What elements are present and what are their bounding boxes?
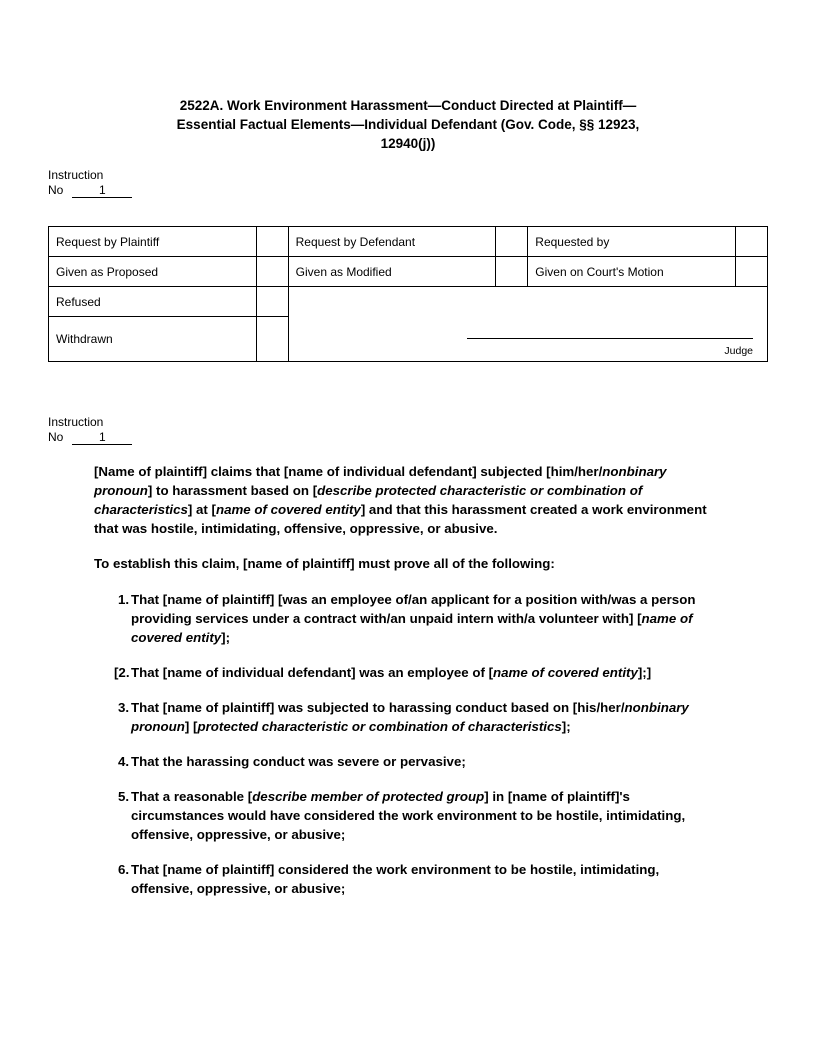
static-text: That the harassing conduct was severe or pervasive;	[131, 754, 466, 769]
elements-list	[94, 590, 714, 898]
static-text: [Name of plaintiff] claims that [name of individual defendant] subjected [him/her/	[94, 464, 603, 479]
instruction-no-field[interactable]: 1	[72, 430, 132, 445]
checkbox-request-by-defendant[interactable]	[496, 227, 528, 257]
list-item-text	[131, 698, 714, 736]
table-row	[49, 227, 768, 257]
instruction-no-label: No	[48, 183, 64, 197]
list-item-number: 3.	[118, 700, 130, 715]
cell-given-as-modified: Given as Modified	[288, 257, 496, 287]
elements-intro: To establish this claim, [name of plaintiff] must prove all of the following:	[94, 556, 555, 571]
cell-given-as-proposed: Given as Proposed	[49, 257, 257, 287]
cell-request-by-defendant: Request by Defendant	[288, 227, 496, 257]
list-item-text	[131, 860, 714, 898]
lead-paragraph	[94, 462, 714, 538]
signature-line[interactable]	[467, 338, 753, 339]
list-item	[94, 698, 714, 736]
table-row	[49, 287, 768, 317]
placeholder-italic-text: name of covered entity	[131, 611, 693, 645]
checkbox-given-on-courts-motion[interactable]	[736, 257, 768, 287]
static-text: That [name of plaintiff] was subjected to harassing conduct based on [his/her/	[131, 700, 625, 715]
static-text: That [name of plaintiff] considered the work environment to be hostile, intimidating, offensive, oppressive, or abusive;	[131, 862, 660, 896]
instruction-body	[94, 462, 714, 914]
title-line-1: 2522A. Work Environment Harassment—Conduct Directed at Plaintiff—	[179, 98, 637, 113]
cell-request-by-plaintiff: Request by Plaintiff	[49, 227, 257, 257]
static-text: That [name of plaintiff] [was an employee of/an applicant for a position with/was a person providing services under a contract with/an unpaid intern with/a volunteer with] [	[131, 592, 696, 626]
static-text: ] at [	[187, 502, 216, 517]
checkbox-given-as-modified[interactable]	[496, 257, 528, 287]
title-line-2: Essential Factual Elements—Individual Defendant (Gov. Code, §§ 12923,	[176, 117, 640, 132]
page-title	[108, 96, 708, 153]
static-text: ];]	[637, 665, 652, 680]
static-text: ] and that this harassment created a work environment that was hostile, intimidating, offensive, oppressive, or abusive.	[94, 502, 707, 536]
list-item-text	[131, 663, 714, 682]
instruction-number-header-top	[48, 168, 132, 198]
instruction-label: Instruction	[48, 415, 104, 429]
disposition-table	[48, 226, 768, 362]
instruction-number-header-body	[48, 415, 132, 445]
checkbox-requested-by[interactable]	[736, 227, 768, 257]
list-item	[94, 787, 714, 844]
static-text: That [name of individual defendant] was an employee of [	[131, 665, 494, 680]
cell-refused: Refused	[49, 287, 257, 317]
title-line-3: 12940(j))	[380, 136, 436, 151]
list-item	[94, 752, 714, 771]
checkbox-refused[interactable]	[256, 287, 288, 317]
list-item-number: 1.	[118, 592, 130, 607]
signature-caption: Judge	[724, 345, 753, 357]
cell-requested-by: Requested by	[528, 227, 736, 257]
table-row	[49, 257, 768, 287]
placeholder-italic-text: nonbinary pronoun	[131, 700, 689, 734]
placeholder-italic-text: name of covered entity	[215, 502, 361, 517]
instruction-no-field[interactable]: 1	[72, 183, 132, 198]
placeholder-italic-text: describe member of protected group	[252, 789, 485, 804]
static-text: ] in [name of plaintiff]'s circumstances would have considered the work environment to be hostile, intimidating, offensive, oppressive, or abusive;	[131, 789, 686, 842]
cell-given-on-courts-motion: Given on Court's Motion	[528, 257, 736, 287]
list-item-text	[131, 590, 714, 647]
placeholder-italic-text: protected characteristic or combination of characteristics	[197, 719, 562, 734]
placeholder-italic-text: name of covered entity	[493, 665, 638, 680]
list-item-text	[131, 787, 714, 844]
placeholder-italic-text: nonbinary pronoun	[94, 464, 667, 498]
placeholder-italic-text: describe protected characteristic or combination of characteristics	[94, 483, 643, 517]
checkbox-request-by-plaintiff[interactable]	[256, 227, 288, 257]
static-text: That a reasonable [	[131, 789, 253, 804]
static-text: ] to harassment based on [	[147, 483, 318, 498]
static-text: ];	[221, 630, 231, 645]
instruction-no-label: No	[48, 430, 64, 444]
static-text: ];	[561, 719, 571, 734]
list-item	[94, 663, 714, 682]
cell-withdrawn: Withdrawn	[49, 317, 257, 362]
static-text: ] [	[184, 719, 198, 734]
list-item-number: 5.	[118, 789, 130, 804]
list-item-number: 6.	[118, 862, 130, 877]
list-item-number: [2.	[114, 665, 130, 680]
instruction-label: Instruction	[48, 168, 104, 182]
list-item-number: 4.	[118, 754, 130, 769]
list-item	[94, 860, 714, 898]
signature-area	[288, 287, 767, 362]
list-item-text	[131, 752, 714, 771]
checkbox-given-as-proposed[interactable]	[256, 257, 288, 287]
checkbox-withdrawn[interactable]	[256, 317, 288, 362]
list-item	[94, 590, 714, 647]
